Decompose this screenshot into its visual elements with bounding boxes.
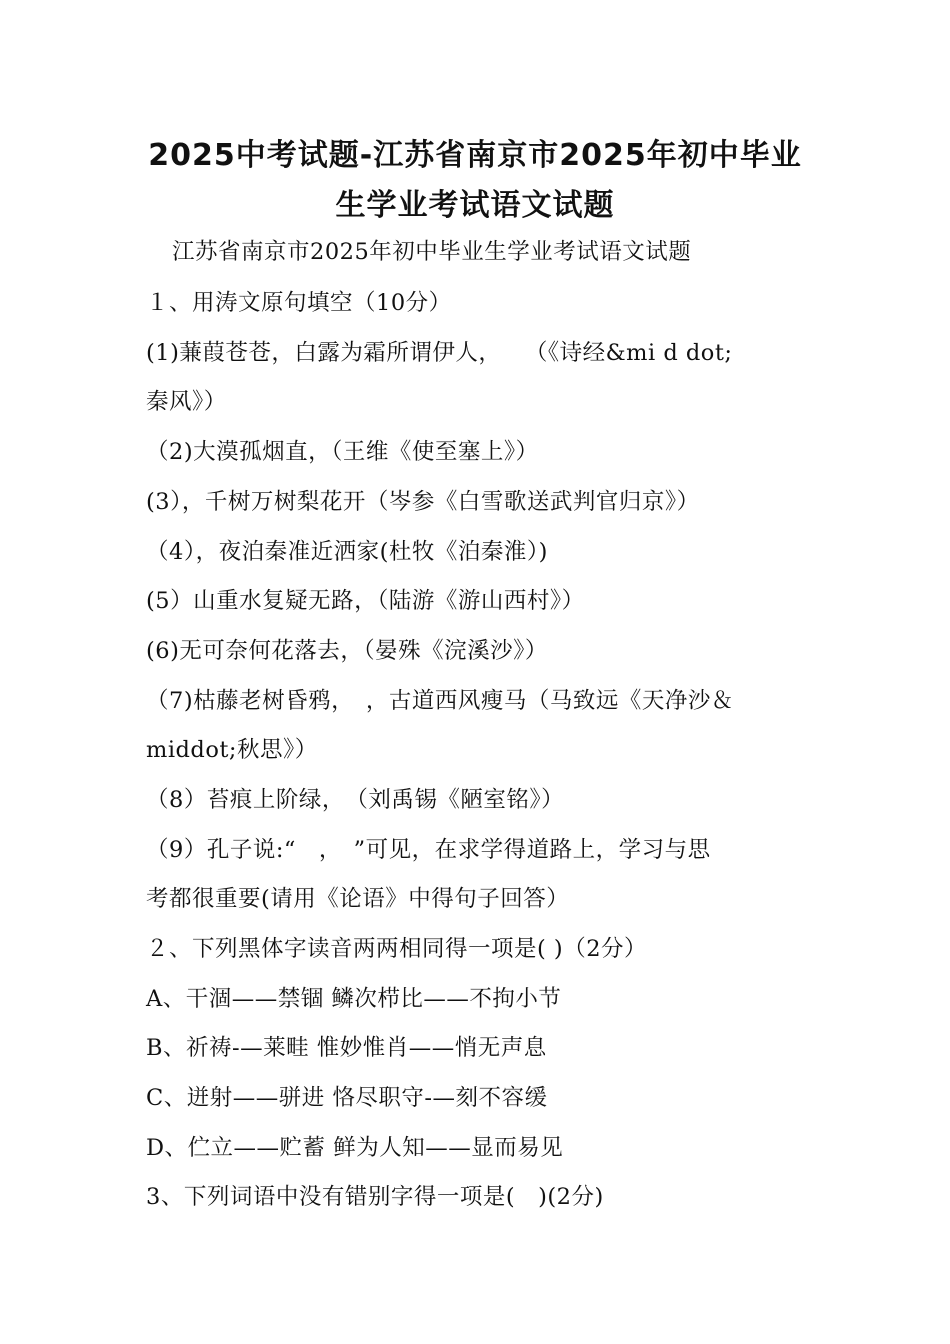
text-line: （9）孔子说:“ ， ”可见，在求学得道路上，学习与思 [146, 837, 711, 863]
text-line: （8）苔痕上阶绿， （刘禹锡《陋室铭》） [146, 787, 565, 813]
text-line: １、用涛文原句填空（10分） [146, 290, 452, 316]
text-line: (3），千树万树梨花开（岑参《白雪歌送武判官归京》） [146, 489, 700, 515]
option-b: B、祈祷-—莱畦 惟妙惟肖——悄无声息 [146, 1035, 547, 1061]
document-title-line-1: 2025中考试题-江苏省南京市2025年初中毕业 [148, 138, 802, 173]
text-line: (5）山重水复疑无路，（陆游《游山西村》） [146, 588, 585, 614]
text-line: (1)蒹葭苍苍，白露为霜所谓伊人， （《诗经&mi d dot; [146, 340, 733, 366]
text-line: middot;秋思》） [146, 737, 318, 763]
text-line: 3、下列词语中没有错别字得一项是( )(2分) [146, 1184, 604, 1210]
option-d: D、伫立——贮蓄 鲜为人知——显而易见 [146, 1135, 564, 1161]
text-line: （4），夜泊秦准近洒家(杜牧《泊秦淮）) [146, 539, 548, 565]
text-line: （2)大漠孤烟直，（王维《使至塞上》） [146, 439, 539, 465]
option-c: C、迸射——骈进 恪尽职守-—刻不容缓 [146, 1085, 548, 1111]
document-title-line-2: 生学业考试语文试题 [335, 188, 615, 223]
text-line: (6)无可奈何花落去，（晏殊《浣溪沙》） [146, 638, 548, 664]
text-line: 考都很重要(请用《论语》中得句子回答） [146, 886, 570, 912]
text-line: （7)枯藤老树昏鸦， ，古道西风瘦马（马致远《天净沙＆ [146, 688, 734, 714]
text-line: ２、下列黑体字读音两两相同得一项是( )（2分） [146, 936, 648, 962]
text-line: 秦风》） [146, 389, 227, 415]
option-a: A、干涸——禁锢 鳞次栉比——不拘小节 [146, 986, 562, 1012]
document-subtitle: 江苏省南京市2025年初中毕业生学业考试语文试题 [172, 239, 692, 265]
